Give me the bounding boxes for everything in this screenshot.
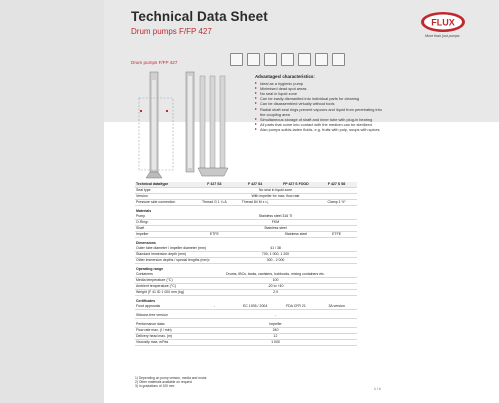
atex-icon [298,53,311,66]
row-label: O-Ring² [136,220,149,224]
row-value: 240 [272,328,279,332]
advantage-item: ▸ All parts that come into contact with the medium can be sterilized [255,122,385,127]
footnotes [135,376,207,389]
row-label: Media temperature (°C) [136,278,173,282]
row-label: Containers [136,272,153,276]
footnote: 2) Other materials available on request [135,380,192,385]
feature-icons [230,53,345,66]
row-label: Flow rate max. (l / min) [136,328,172,332]
row-value: - [274,313,277,317]
row-cell: Thread G 1 ¼ A [202,200,227,204]
row-value: Stainless steel 316 TI [258,214,293,218]
row-value: Stainless steel [264,226,287,230]
row-label: Weight (F 41 ID 1 000 mm (kg) [136,290,184,294]
certificate-icon [315,53,328,66]
logo-tagline: More than just pumps [425,34,460,38]
row-cell: Clamp 1 ½" [327,200,346,204]
advantages-title: Advantages/ characteristics: [255,74,315,79]
row-label: Viscosity max. mPas [136,340,169,344]
technical-data-table [135,182,357,346]
row-label: Ambient temperature (°C) [136,284,176,288]
row-cell: 3A version [328,304,345,308]
hygienic-icon [230,53,243,66]
row-value: Drums, IBCs, tanks, canisters, hobbocks, mixing containers etc. [226,272,325,276]
advantage-item: ▸ Ideal as a hygienic pump [255,81,385,86]
advantage-item: ▸ Simultaneous storage of shaft and inner tube with plug-in bearing [255,117,385,122]
cleaning-icon [264,53,277,66]
row-label: Performance data¹ [136,322,165,326]
footnote: 1) Depending on pump version, media and motor [135,376,207,380]
row-cell: Thread 84 M x ¹⁄₆ [241,200,269,204]
food-icon [247,53,260,66]
row-label: Shaft [136,226,145,230]
row-value: 41 / 38 [270,246,281,250]
row-value: No seal in liquid zone [258,188,293,192]
table-header-cell: F 427 S4 [248,182,263,186]
footnote: 3) In gradations of 100 mm [135,384,175,389]
row-cell [276,200,317,205]
drop-icon [332,53,345,66]
section-label: Drum pumps F/FP 427 [131,60,178,65]
row-value: -20 to +40 [267,284,284,288]
row-value: 2.9 [273,290,278,294]
table-header-cell: F 427 S S6 [327,182,346,186]
page-number: 1 / 4 [374,387,381,391]
row-cell: FDA CFR 21 [285,304,306,308]
row-cell: ETFE [332,232,342,236]
row-label: Other immersion depths / special lengths (mm)³ [136,258,210,262]
row-label: Food approvals [136,304,161,308]
chemical-icon [281,53,294,66]
row-label: Version [136,194,148,198]
advantage-item: ▸ Also pumps solids-laden fluids, e.g. fruits with pulp, soups with spices [255,127,385,132]
row-cell: ETFE [209,232,219,236]
row-cell: Stainless steel [284,232,308,236]
section-heading-text: Certificates [136,299,156,303]
row-label: Delivery head max. (m) [136,334,173,338]
section-heading-text: Operating range [136,267,164,271]
row-value: 700, 1 000, 1 200 [261,252,290,256]
row-label: Outer tube diameter / impeller diameter (mm) [136,246,207,250]
advantage-item: ▸ Minimised dead spot areas [255,86,385,91]
row-value: 12 [273,334,278,338]
left-margin-strip [0,0,104,403]
row-value: With impeller for max. flow rate [251,194,300,198]
row-label: Seal type [136,188,151,192]
row-value: 1 000 [271,340,280,344]
row-cell [235,232,276,237]
table-header-cell: F 427 S3 [207,182,222,186]
row-value: 300 - 2 000 [266,258,285,262]
row-label: Pressure side connection [136,200,176,204]
advantage-item: ▸ No seal in liquid zone [255,91,385,96]
row-cell: EC 1935 / 2004 [242,304,268,308]
table-row [135,340,357,346]
page-subtitle: Drum pumps F/FP 427 [131,27,212,36]
advantage-item: ▸ Can be easily dismantled into individual parts for cleaning [255,96,385,101]
table-header-cell: FP 427 S FOOD [283,182,309,186]
row-value: 100 [272,278,279,282]
row-label: Standard immersion depth (mm) [136,252,187,256]
section-heading-text: Materials [136,209,152,213]
advantage-item: ▸ Radial shaft seal rings prevent vapours and liquid from penetrating into the coupling area [255,107,385,117]
row-label: Pump [136,214,146,218]
advantage-item: ▸ Can be disassembled virtually without tools [255,101,385,106]
advantages-list [255,74,385,133]
row-label: Impeller [136,232,149,236]
row-value: FKM [271,220,280,224]
page-title: Technical Data Sheet [131,9,268,24]
row-value: Impeller [269,322,282,326]
svg-text:FLUX: FLUX [431,17,455,28]
row-cell: - [213,304,215,308]
table-header-label: Technical data/type [136,182,169,186]
row-label: Silicone-free version [136,313,168,317]
section-heading-text: Dimensions [136,241,156,245]
